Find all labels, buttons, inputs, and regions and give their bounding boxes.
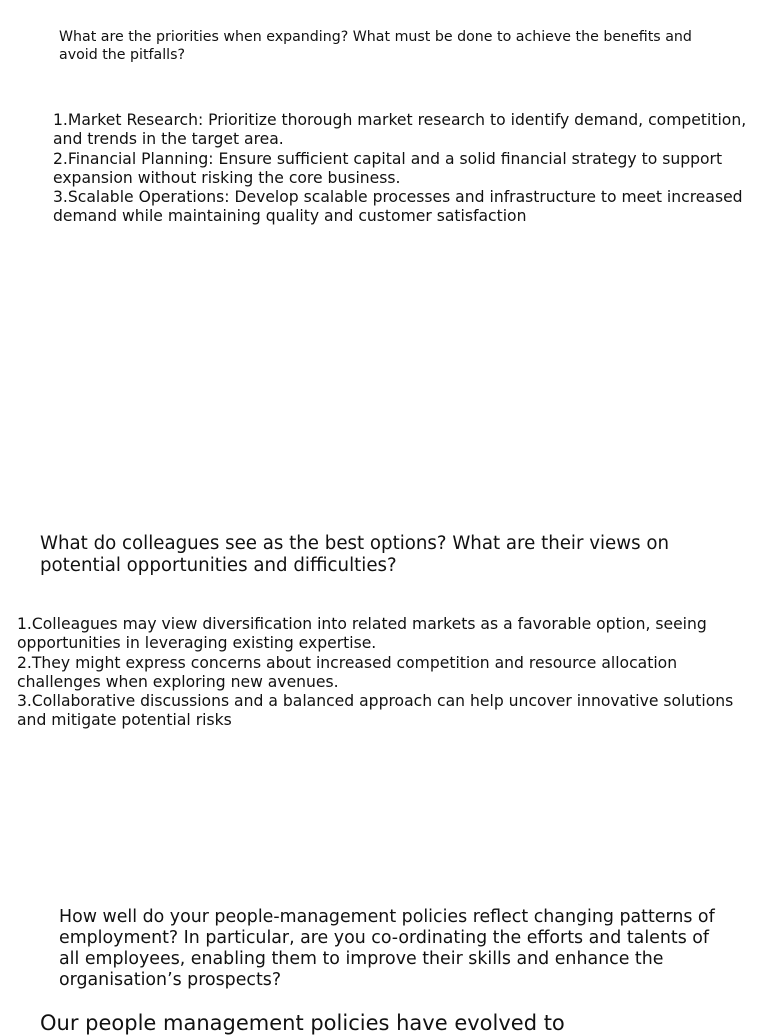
answer-3-partial-text: Our people management policies have evolved to: [40, 1011, 565, 1035]
question-2-text: What do colleagues see as the best options? What are their views on potential opportunities and difficulties?: [40, 533, 670, 576]
answer-1-item: 2.Financial Planning: Ensure sufficient capital and a solid financial strategy to support expansion without risking the core business.: [53, 149, 723, 187]
answer-1-item: 3.Scalable Operations: Develop scalable processes and infrastructure to meet increased demand while maintaining quality and customer satisfaction: [53, 188, 743, 226]
answer-2-item: 2.They might express concerns about increased competition and resource allocation challenges when exploring new avenues.: [17, 653, 678, 691]
answer-2-item: 1.Colleagues may view diversification into related markets as a favorable option, seeing opportunities in leveraging existing expertise.: [17, 615, 707, 653]
answer-2-item: 3.Collaborative discussions and a balanced approach can help uncover innovative solutions and mitigate potential risks: [17, 692, 734, 730]
question-3-text: How well do your people-management policies reflect changing patterns of employment? In particular, are you co-ordinating the efforts and talents of all employees, enabling them to improve their skills and enhance the organisation’s prospects?: [59, 907, 715, 990]
answer-2-list: [17, 615, 762, 731]
answer-1-item: 1.Market Research: Prioritize thorough market research to identify demand, competition, and trends in the target area.: [53, 111, 747, 149]
answer-1-list: [53, 111, 753, 227]
question-1-text: What are the priorities when expanding? What must be done to achieve the benefits and avoid the pitfalls?: [59, 29, 692, 63]
